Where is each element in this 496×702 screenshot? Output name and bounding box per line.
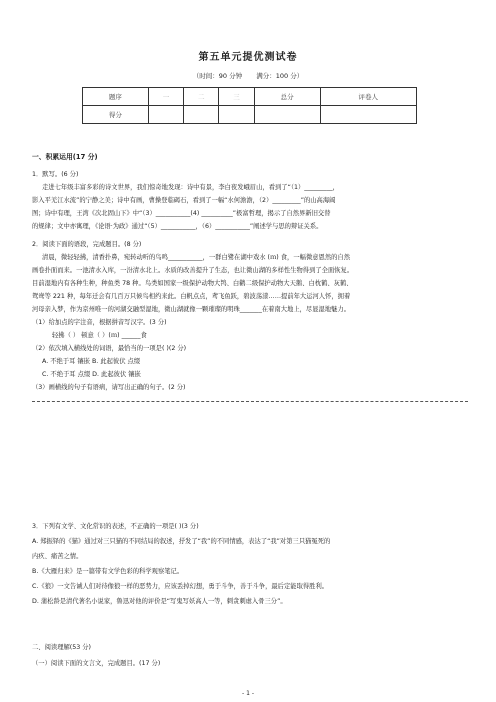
table-row xyxy=(83,106,417,124)
option-text: A. 郑振铎的《猫》通过对三只猫的不同结局的叙述，抒发了“我”的不同情感，表达了“我”对第三只猫冤死的 xyxy=(32,538,331,545)
score-table xyxy=(82,87,417,124)
section-two xyxy=(32,643,468,668)
page-title: 第五单元提优测试卷 xyxy=(198,52,298,63)
option-row: C. 不绝于耳 点缀 D. 此起彼伏 镶嵌 xyxy=(42,371,141,378)
option-text: B.《大雁归来》是一篇带有文学色彩的科学观察笔记。 xyxy=(32,568,184,575)
table-cell xyxy=(184,106,219,124)
passage-text: 目前湿地内有各种生种，种鱼类 78 种。鸟类如国家一级保护动物大鸨、白鹳二级保护动物大天鹅、白枕鹤、灰鹤、 xyxy=(32,280,353,287)
section-heading: 一、积累运用(17 分) xyxy=(32,153,98,161)
full-score: 满分：100 分） xyxy=(256,72,304,80)
table-cell xyxy=(254,106,320,124)
table-cell: 总分 xyxy=(254,88,320,106)
page-number: - 1 - xyxy=(242,690,254,697)
question-2 xyxy=(32,240,468,405)
option-text: C.《狼》一文告诫人们对待像狼一样的恶势力，应该丢掉幻想，勇于斗争，善于斗争，最后定能取得胜利。 xyxy=(32,583,329,590)
section-one xyxy=(32,153,468,162)
table-cell: 三 xyxy=(219,88,254,106)
time-limit: （时间：90 分钟 xyxy=(192,72,243,80)
passage-text: 清晨，微轻轻拂，清香扑鼻，宛转动听的鸟鸣___________，一群白鹭在湖中戏水 (ｍ) 食，一幅微意恩然的自然 xyxy=(42,254,351,261)
option-text: 内疚、痛苦之情。 xyxy=(32,553,83,560)
question-text: 走进七年级丰富多彩的诗文世界，我们惊奇地发现：诗中有景，李白夜发峨眉山，看到了“（1）_________， xyxy=(42,184,339,191)
exam-meta xyxy=(0,71,496,80)
question-heading: 3．下列有文学、文化常识的表述，不正确的一项是( )(3 分) xyxy=(32,523,199,530)
table-row xyxy=(83,88,417,106)
question-heading: 2．阅读下面的语段，完成题目。(8 分) xyxy=(32,241,142,248)
table-cell: 一 xyxy=(148,88,183,106)
sub-question: （3）画横线的句子有语病，请写出正确的句子。(2 分) xyxy=(32,384,186,391)
question-heading: 1．默写。(6 分) xyxy=(32,171,79,178)
passage-text: 河母亲入梦，作为京州唯一的河湖交融型湿地，微山湖就像一颗璀璨的明珠_______在着南大地上，尽显湿地魅力。 xyxy=(32,306,350,313)
question-text: 图；诗中有理，王湾《次北固山下》中“（3）___________(4) __________”极富哲理，揭示了自然界新旧交替 xyxy=(32,210,331,217)
section-heading: 二、阅读理解(53 分) xyxy=(32,644,92,651)
answer-line xyxy=(32,401,468,402)
passage-text: 画卷扑面而来。一池清水入库，一汾清水北上。水质的改善提升了生态，也让微山湖的多样性生物得到了全面恢复。 xyxy=(32,267,354,274)
sub-question: （2）依次填入横线处的词语，最恰当的一项是( )(2 分) xyxy=(32,345,187,352)
table-cell xyxy=(320,106,416,124)
table-cell: 题序 xyxy=(83,88,149,106)
question-1 xyxy=(32,170,468,231)
sub-question-blanks: 轻拂（ ） 顿意（ ）(ｍ) ______食 xyxy=(52,332,147,339)
question-text: 的规律；文中亦寓理，《论语·为政》通过“（5）___________，（6）___________”阐述学与思的辩证关系。 xyxy=(32,223,323,230)
option-row: A. 不绝于耳 镶嵌 B. 此起彼伏 点缀 xyxy=(42,358,141,365)
table-cell xyxy=(148,106,183,124)
table-cell: 得分 xyxy=(83,106,149,124)
reading-heading: （一）阅读下面的文言文，完成题目。(17 分) xyxy=(32,660,161,667)
passage-text: 鸳鸯等 221 种，每年迁会有几百万只候鸟相约来此。白帆点点，鸢飞鱼跃，碧波荡漾……提前年大运河人怀，拥着 xyxy=(32,293,351,300)
table-cell: 评卷人 xyxy=(320,88,416,106)
sub-question: （1）给加点的字注音，根据拼音写汉字。(3 分) xyxy=(32,319,167,326)
option-text: D. 蒲松龄是清代著名小说家，鲁迅对他的评价是“写鬼写妖高人一等，刺贪刺虐入骨三分”。 xyxy=(32,598,287,605)
question-3 xyxy=(32,522,468,606)
question-text: 影入平羌江水流”的宁静之美；诗中有画，曹操登临碣石，看到了一幅“水何澹澹，（2）_________”的山高海阔 xyxy=(32,197,336,204)
table-cell xyxy=(219,106,254,124)
table-cell: 二 xyxy=(184,88,219,106)
